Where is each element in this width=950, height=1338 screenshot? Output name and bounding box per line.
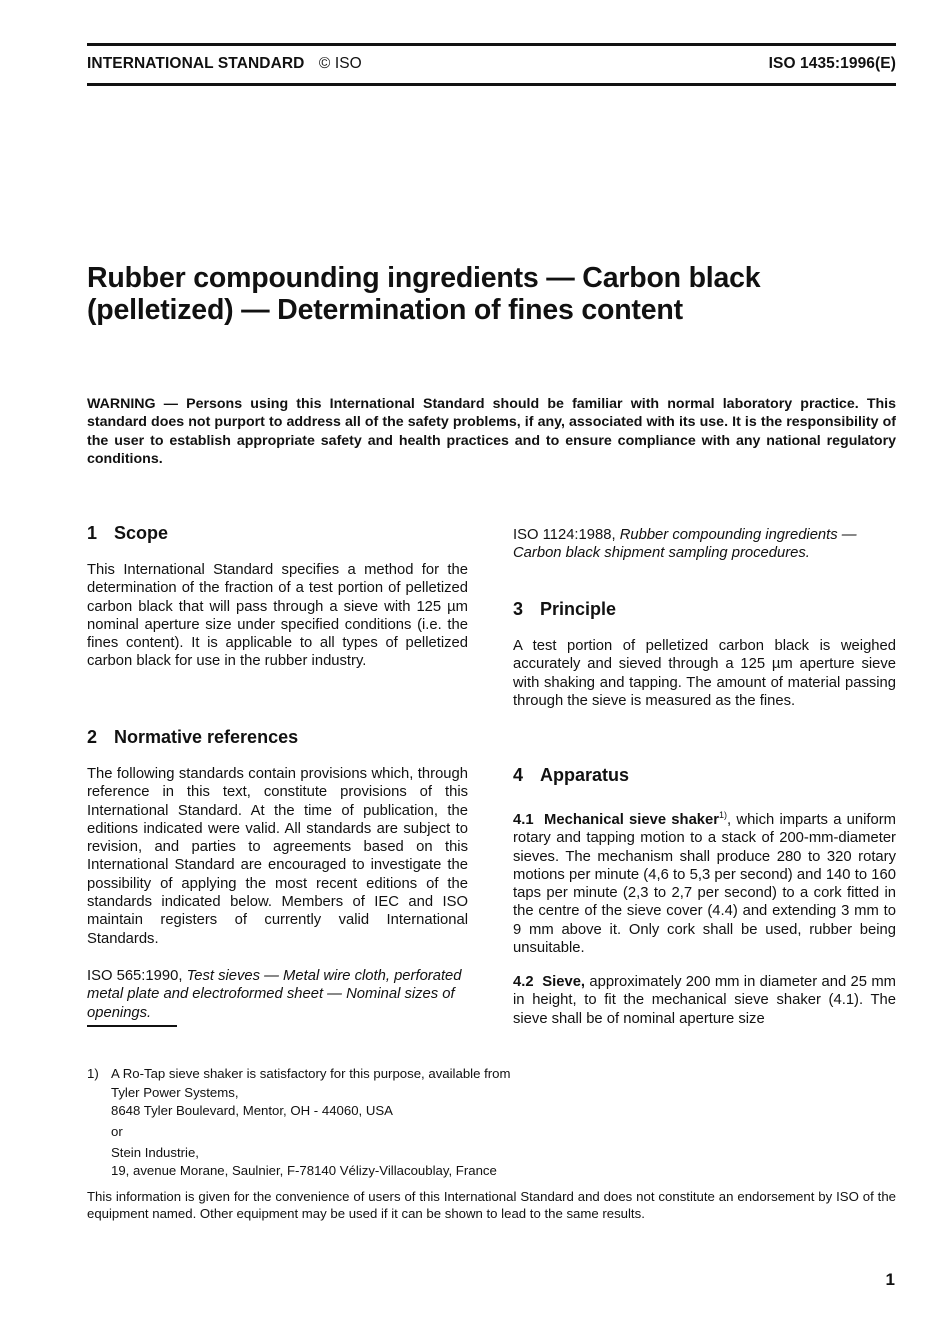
footnote-supplier-1-address: 8648 Tyler Boulevard, Mentor, OH - 44060, USA xyxy=(111,1103,393,1118)
footnote-or: or xyxy=(111,1124,123,1139)
header-copyright: © ISO xyxy=(318,55,362,72)
item-4-1-number: 4.1 xyxy=(513,812,534,828)
section-3-heading xyxy=(513,599,616,620)
title-line-2: (pelletized) — Determination of fines content xyxy=(87,294,683,326)
section-2-heading xyxy=(87,727,298,748)
header-bottom-rule xyxy=(87,83,896,86)
principle-text: A test portion of pelletized carbon black is weighed accurately and sieved through a 125 µm aperture sieve with shaking and tapping. The amount of material passing through the sieve is measured as the fines. xyxy=(513,638,896,709)
footnote-line-1: A Ro-Tap sieve shaker is satisfactory for this purpose, available from xyxy=(111,1066,511,1081)
footnote-disclaimer: This information is given for the convenience of users of this International Standard and does not constitute an endorsement by ISO of the equipment named. Other equipment may be used if it can be shown to lead to the same results. xyxy=(87,1189,896,1221)
footnote-ref-1: 1) xyxy=(719,810,728,820)
reference-iso-565 xyxy=(87,967,470,1022)
footnote-supplier-1-name: Tyler Power Systems, xyxy=(111,1085,239,1100)
section-2-title: Normative references xyxy=(114,727,299,747)
item-4-2-number: 4.2 xyxy=(513,974,534,990)
section-4-number: 4 xyxy=(513,765,524,785)
item-4-2-text: approximately 200 mm in diameter and 25 mm in height, to fit the mechanical sieve shaker (4.1). The sieve shall be of nominal aperture size xyxy=(513,974,896,1027)
normative-text: The following standards contain provisions which, through reference in this text, constitute provisions of this International Standard. At the time of publication, the editions indicated were valid. All standards are subject to revision, and parties to agreements based on this International Standard are encouraged to investigate the possibility of applying the most recent editions of the standards indicated below. Members of IEC and ISO maintain registers of currently valid International Standards. xyxy=(87,766,468,947)
section-3-number: 3 xyxy=(513,599,524,619)
header-left xyxy=(87,55,362,73)
section-1-title: Scope xyxy=(114,523,169,543)
section-1-heading xyxy=(87,523,168,544)
item-4-2-term: Sieve, xyxy=(542,974,586,990)
footnote-rule xyxy=(87,1025,177,1027)
footnote-supplier-2-address: 19, avenue Morane, Saulnier, F-78140 Vélizy-Villacoublay, France xyxy=(111,1163,497,1178)
footnote-marker: 1) xyxy=(87,1066,99,1081)
apparatus-item-4-2 xyxy=(513,973,896,1028)
title-line-1: Rubber compounding ingredients — Carbon black xyxy=(87,262,761,294)
reference-iso-1124-code: ISO 1124:1988, xyxy=(513,527,616,543)
header-standard-label: INTERNATIONAL STANDARD xyxy=(87,55,305,72)
safety-warning: WARNING — Persons using this International Standard should be familiar with normal laboratory practice. This standard does not purport to address all of the safety problems, if any, associated with its use. It is the responsibility of the user to establish appropriate safety and health practices and to ensure compliance with any national regulatory conditions. xyxy=(87,396,896,467)
header-doc-number: ISO 1435:1996(E) xyxy=(768,55,896,72)
apparatus-item-4-1 xyxy=(513,806,896,957)
header-top-rule xyxy=(87,43,896,46)
footnote-supplier-2-name: Stein Industrie, xyxy=(111,1145,199,1160)
reference-iso-565-code: ISO 565:1990, xyxy=(87,968,183,984)
section-1-number: 1 xyxy=(87,523,98,543)
item-4-1-text: , which imparts a uniform rotary and tapping motion to a stack of 200-mm-diameter sieves. The mechanism shall produce 280 to 320 rotary motions per minute (4,6 to 5,3 per second) and 140 to 160 taps per minute (2,3 to 2,7 per second) to a cork fitted in the centre of the sieve cover (4.4) and extending 3 mm to 9 mm above it. Only cork shall be used, rubber being unsuitable. xyxy=(513,812,896,957)
document-title xyxy=(87,262,887,326)
section-4-heading xyxy=(513,765,629,786)
scope-text: This International Standard specifies a method for the determination of the fraction of a test portion of pelletized carbon black that will pass through a sieve with 125 µm nominal aperture size under specified conditions (i.e. the fines content). It is applicable to all types of pelletized carbon black for use in the rubber industry. xyxy=(87,562,468,670)
item-4-1-term: Mechanical sieve shaker xyxy=(544,812,720,828)
reference-iso-1124 xyxy=(513,526,896,563)
section-2-number: 2 xyxy=(87,727,98,747)
page-number: 1 xyxy=(885,1270,895,1289)
section-4-title: Apparatus xyxy=(540,765,630,785)
reference-iso-565-title: Test sieves — Metal wire cloth, perforated metal plate and electroformed sheet — Nominal sizes of openings. xyxy=(87,968,462,1021)
section-3-title: Principle xyxy=(540,599,617,619)
reference-iso-1124-title: Rubber compounding ingredients — Carbon black shipment sampling procedures. xyxy=(513,527,857,562)
